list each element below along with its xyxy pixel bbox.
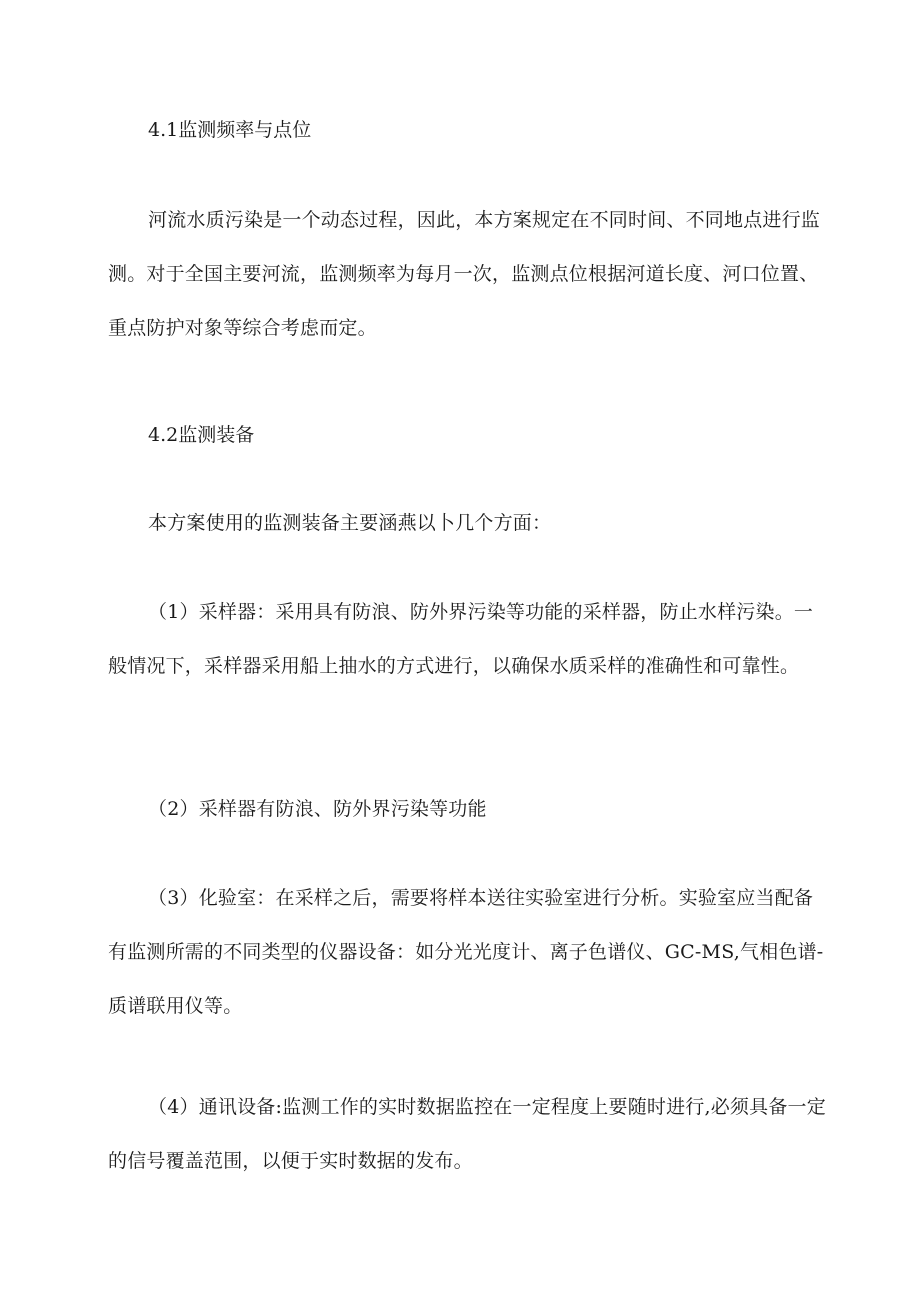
section-heading-4-2: 4.2监测装备 bbox=[148, 424, 255, 446]
section-heading-4-1: 4.1监测频率与点位 bbox=[148, 119, 312, 141]
paragraph-sampler: （1）采样器：采用具有防浪、防外界污染等功能的采样器，防止水样污染。一般情况下，采样器采用船上抽水的方式进行，以确保水质采样的准确性和可靠性。 bbox=[108, 601, 814, 677]
paragraph-monitoring-frequency: 河流水质污染是一个动态过程，因此，本方案规定在不同时间、不同地点进行监测。对于全国主要河流，监测频率为每月一次，监测点位根据河道长度、河口位置、重点防护对象等综合考虑而定。 bbox=[108, 209, 821, 339]
paragraph-equipment-intro: 本方案使用的监测装备主要涵燕以卜几个方面： bbox=[148, 512, 552, 534]
paragraph-communication: （4）通讯设备:监测工作的实时数据监控在一定程度上要随时进行,必须具备一定的信号覆盖范围，以便于实时数据的发布。 bbox=[108, 1096, 826, 1172]
paragraph-sampler-features: （2）采样器有防浪、防外界污染等功能 bbox=[148, 798, 487, 820]
paragraph-laboratory: （3）化验室：在采样之后，需要将样本送往实验室进行分析。实验室应当配备有监测所需的不同类型的仪器设备：如分光光度计、离子色谱仪、GC-MS,气相色谱-质谱联用仪等。 bbox=[108, 887, 824, 1017]
